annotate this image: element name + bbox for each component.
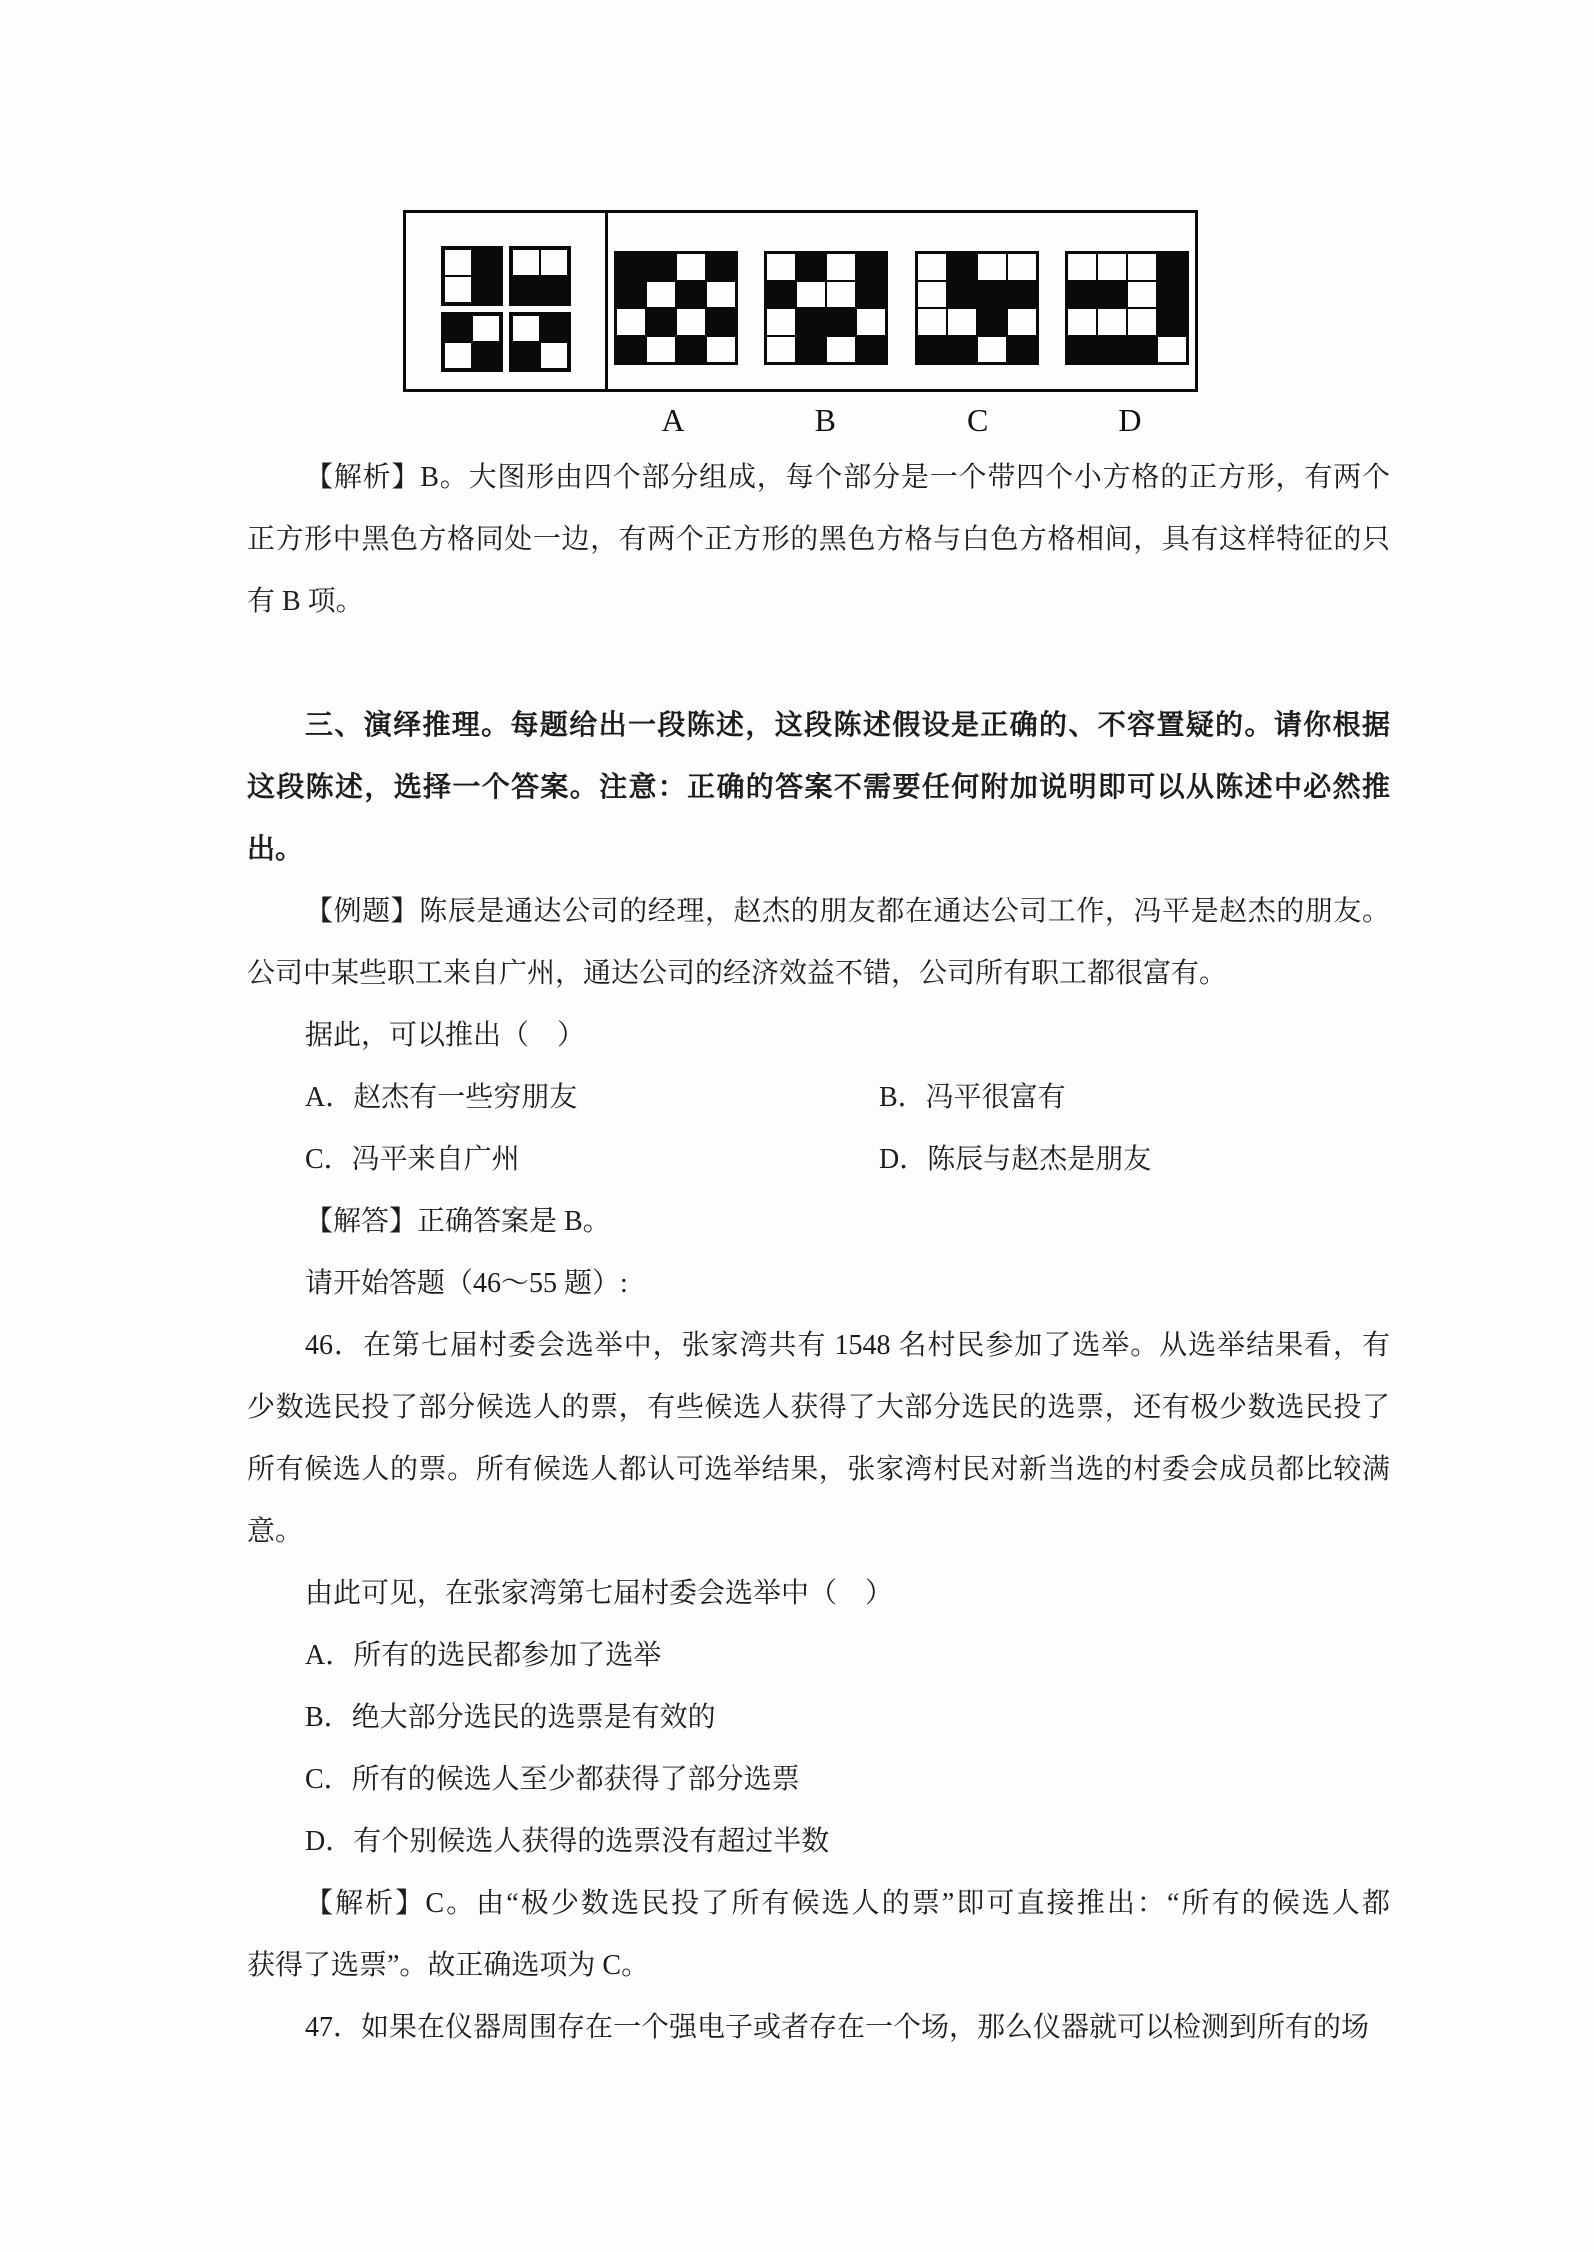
option-cell-square [797,282,825,308]
option-cell-square [617,282,645,308]
begin-instruction: 请开始答题（46～55 题）: [305,1268,628,1299]
stem-quadrant-3 [441,312,503,372]
option-cell-square [1098,254,1126,280]
option-cell-square [1158,282,1186,308]
option-label-C: C [966,402,989,438]
question-46-option-d: D．有个别候选人获得的选票没有超过半数 [305,1826,830,1857]
puzzle-box [403,210,1198,392]
text-line: 获得了选票”。故正确选项为 C。 [247,1950,650,1981]
option-cell-square [918,254,946,280]
stem-cell-square [473,277,499,302]
option-cell-square [1128,337,1156,363]
option-cell-square [918,309,946,335]
stem-cell-square [541,343,567,368]
option-item: A．赵杰有一些穷朋友 [305,1082,578,1113]
option-cell-square [647,309,675,335]
option-cell-square [918,337,946,363]
puzzle-stem-cell [406,213,608,389]
text-line: 意。 [247,1516,304,1547]
question-47-stem: 47．如果在仪器周围存在一个强电子或者存在一个场，那么仪器就可以检测到所有的场 [305,2012,1370,2043]
stem-cell-square [445,277,471,302]
text-line: 少数选民投了部分候选人的票，有些候选人获得了大部分选民的选票，还有极少数选民投了 [247,1392,1390,1423]
question-46-option-c: C．所有的候选人至少都获得了部分选票 [305,1764,800,1795]
option-cell-square [827,337,855,363]
option-cell-square [1008,282,1036,308]
option-cell-square [1128,282,1156,308]
option-cell-square [797,254,825,280]
option-cell-square [857,309,885,335]
text-line: 三、演绎推理。每题给出一段陈述，这段陈述假设是正确的、不容置疑的。请你根据 [305,710,1390,741]
option-cell-square [1068,254,1096,280]
stem-quadrant-1 [441,246,503,306]
question-46-stem [247,1315,1390,1563]
question-46-prompt: 由此可见，在张家湾第七届村委会选举中（ ） [305,1578,894,1609]
option-cell-square [978,282,1006,308]
text-line: 46．在第七届村委会选举中，张家湾共有 1548 名村民参加了选举。从选举结果看，有 [305,1330,1390,1361]
option-cell-square [827,309,855,335]
option-cell-square [1158,254,1186,280]
stem-cell-square [473,343,499,368]
example-question-stem [247,881,1390,1005]
option-cell-square [767,337,795,363]
option-grid-D [1065,251,1189,365]
option-cell-square [1158,309,1186,335]
question-46-option-a: A．所有的选民都参加了选举 [305,1640,662,1671]
text-line: 【解析】B。大图形由四个部分组成，每个部分是一个带四个小方格的正方形，有两个 [305,462,1390,493]
stem-cell-square [445,250,471,275]
option-cell-square [857,337,885,363]
option-cell-square [1008,254,1036,280]
blank-line [247,633,1390,695]
stem-cell-square [513,316,539,341]
example-question-prompt: 据此，可以推出（ ） [305,1020,586,1051]
option-cell-square [1068,337,1096,363]
option-cell-square [978,337,1006,363]
option-cell-square [978,309,1006,335]
option-cell-square [1068,309,1096,335]
puzzle-figure [403,210,1198,438]
section-heading-deductive-reasoning [247,695,1390,881]
option-cell-square [948,282,976,308]
stem-cell-square [541,250,567,275]
stem-cell-square [473,316,499,341]
example-options-row-2 [247,1129,1390,1191]
option-grid-A [614,251,738,365]
stem-cell-square [541,277,567,302]
stem-grid [441,246,571,372]
option-item: D．陈辰与赵杰是朋友 [879,1144,1152,1175]
option-cell-square [1008,309,1036,335]
option-label-A: A [661,402,685,438]
option-cell-square [647,254,675,280]
question-46-option-b: B．绝大部分选民的选票是有效的 [305,1702,716,1733]
text-line: 正方形中黑色方格同处一边，有两个正方形的黑色方格与白色方格相间，具有这样特征的只 [247,524,1390,555]
text-line: 有 B 项。 [247,586,364,617]
option-cell-square [797,309,825,335]
text-line: 【解析】C。由“极少数选民投了所有候选人的票”即可直接推出：“所有的候选人都 [305,1888,1390,1919]
option-cell-square [948,337,976,363]
option-cell-square [827,282,855,308]
option-cell-square [647,337,675,363]
option-cell-square [918,282,946,308]
option-cell-square [767,254,795,280]
option-labels-row [605,400,1198,440]
option-cell-square [677,282,705,308]
stem-cell-square [445,343,471,368]
option-label-B: B [814,402,836,438]
option-cell-square [617,337,645,363]
puzzle-options-cell [608,213,1195,389]
option-cell-square [617,309,645,335]
option-cell-square [1128,254,1156,280]
option-cell-square [797,337,825,363]
text-line: 这段陈述，选择一个答案。注意：正确的答案不需要任何附加说明即可以从陈述中必然推 [247,772,1390,803]
example-answer: 【解答】正确答案是 B。 [305,1206,611,1237]
text-line: 公司中某些职工来自广州，通达公司的经济效益不错，公司所有职工都很富有。 [247,958,1228,989]
option-label-D: D [1118,402,1142,438]
option-cell-square [1098,337,1126,363]
option-cell-square [1098,282,1126,308]
stem-cell-square [541,316,567,341]
option-item: B．冯平很富有 [879,1082,1066,1113]
stem-cell-square [473,250,499,275]
option-cell-square [857,282,885,308]
option-cell-square [767,282,795,308]
option-cell-square [948,254,976,280]
option-cell-square [1128,309,1156,335]
stem-quadrant-2 [509,246,571,306]
option-cell-square [707,254,735,280]
option-cell-square [707,309,735,335]
document-body [247,447,1390,2059]
option-cell-square [1008,337,1036,363]
text-line: 所有候选人的票。所有候选人都认可选举结果，张家湾村民对新当选的村委会成员都比较满 [247,1454,1390,1485]
option-cell-square [617,254,645,280]
text-line: 【例题】陈辰是通达公司的经理，赵杰的朋友都在通达公司工作，冯平是赵杰的朋友。 [305,896,1390,927]
option-grid-B [764,251,888,365]
option-cell-square [647,282,675,308]
stem-cell-square [513,277,539,302]
option-grid-C [915,251,1039,365]
option-cell-square [1098,309,1126,335]
option-cell-square [707,337,735,363]
option-cell-square [827,254,855,280]
stem-cell-square [513,250,539,275]
option-cell-square [677,337,705,363]
option-cell-square [677,309,705,335]
option-cell-square [677,254,705,280]
analysis-question-46 [247,1873,1390,1997]
option-cell-square [767,309,795,335]
analysis-previous-question [247,447,1390,633]
option-cell-square [1158,337,1186,363]
text-line: 出。 [247,834,304,865]
option-cell-square [978,254,1006,280]
option-cell-square [1068,282,1096,308]
example-options-row-1 [247,1067,1390,1129]
option-item: C．冯平来自广州 [305,1144,520,1175]
option-cell-square [857,254,885,280]
option-cell-square [948,309,976,335]
stem-cell-square [445,316,471,341]
stem-cell-square [513,343,539,368]
option-cell-square [707,282,735,308]
stem-quadrant-4 [509,312,571,372]
